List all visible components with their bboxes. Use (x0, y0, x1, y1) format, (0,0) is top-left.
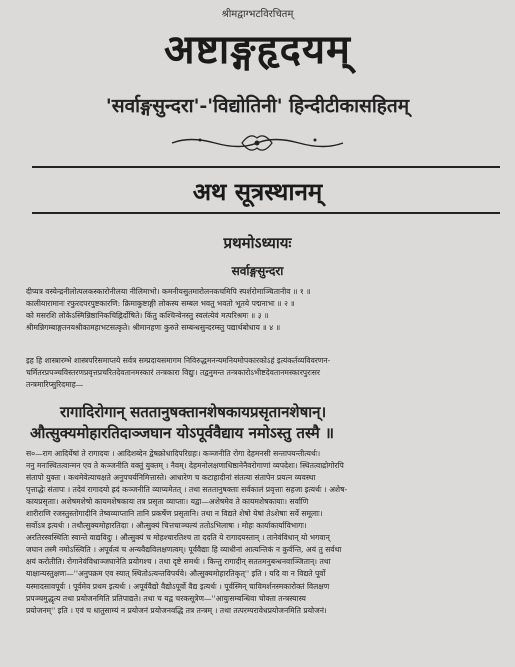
commentary-line: प्रयोजनम्'' इति । एवं च धातुसाम्यं न प्रयोजनं प्रयोजनवद्धि तत्र तन्त्रम् । तथा तत्परम्परावेधप्रयोजनमिति प्रयोजनं। (26, 605, 327, 615)
main-sloka (30, 402, 500, 444)
book-subtitle: 'सर्वाङ्गसुन्दरा'-'विद्योतिनी' हिन्दीटीकासहितम् (105, 95, 410, 117)
commentary-body (26, 448, 496, 617)
section-title: प्रथमोऽध्यायः (223, 234, 292, 252)
commentary-line: सर्वोऽत्र इत्यर्थः । तथौत्सुक्यमोहारतिदाः । औत्सुक्यं चित्तचाञ्चल्यं ततोऽभिलाषः । मोहः कार्याकार्याविभागः। (26, 521, 307, 531)
author-line: श्रीमद्वाग्भटविरचितम् (221, 9, 294, 20)
paragraph-line: तन्त्रमारिप्सुरिदमाह— (26, 380, 84, 390)
commentary-line: ननु मनःस्थितत्वान्मन एव ते कञ्जनीति वक्तुं युक्तम् । नैवम्। देहमनोलक्षणाधिष्ठानेनैवरोगाणां व्यपदेशः। स्थितत्वाद्रोगोरपि (26, 461, 344, 471)
paragraph-line: इह हि शास्त्रारम्भे शास्त्रपरिसमाप्तये सर्वत्र सम्प्रदायसमागम निविरुद्धमनन्यमनियमोपकारकोऽहं इत्यंकर्तव्यविवरणन- (26, 356, 331, 365)
ornament-divider-icon (170, 130, 345, 156)
commentary-line: क्षयं करोतीति। रोगानेवंविधाञ्जघानेति प्रयोगश्च । तथा दृष्टे समर्थः । किन्तु रागादीन् सततमनुबन्धनवाञ्जितान्। तथा (26, 557, 331, 567)
commentary-title: सर्वाङ्गसुन्दरा (231, 264, 284, 278)
commentary-line: जघान तस्मै नमोऽस्त्विति । अपूर्वत्वं च अन्यवैद्यविलक्षणत्वम्। पूर्ववैद्याः हि व्याधीनां आत्यन्तिकं न कुर्वन्ति, अयं तु सर्वथा (26, 545, 342, 555)
intro-paragraph (26, 355, 492, 392)
verse-line: कालीयारामानः रफुरदपरपुष्टकारणि: क्रिमाकुष्टाङ्गी लोकस्य सम्बल भवतु भवतो भूतये पद्मनाभः ॥ २ ॥ (26, 299, 295, 309)
chapter-heading: अथ सूत्रस्थानम् (192, 177, 323, 206)
bottom-rule (32, 212, 500, 214)
commentary-line: कायप्रसृताः। अशेषमशेषो कायमशेषकायः तत्र प्रसृता व्याप्ताः। यद्वा—अशेषमेव ते कायमशेषकायाः। सर्वाणि (26, 497, 309, 507)
commentary-line: अरतिरस्वस्थितिः स्वान्ते वाद्यविदुः । औत्सुक्यं च मोहश्चारतिश्च ता ददति ये रागादयस्तान् । तानेवंविधान् यो भगवान् (26, 533, 330, 543)
commentary-line: प्रपञ्चमुद्धृत्य तथा प्रयोजनमिति प्रतिपाद्यते। तथा च यद्व चरकसूत्रेण—''आयुःसम्बन्धिवा चोक्ता तन्त्रस्यास्य (26, 593, 306, 603)
invocation-verses (26, 286, 496, 334)
top-rule (32, 166, 500, 168)
commentary-line: यस्मादसावपूर्वः । पूर्वमेव प्रथम इत्यर्थः । अपूर्ववैद्यो वैद्योऽपूर्वो वैद्य इत्यर्थः । पूर्वस्मिन् चाविमर्शनस्मकारोक्तं विलक्षण (26, 581, 330, 591)
commentary-line: पृत्ताद्धेः संतापः । तदेवं रागादयो ह्रदं कञ्जनीति व्याप्यमेतत् । तथा सततानुषक्ताः सर्वकालं प्रवृत्ताः सहजा इत्यर्थः । अशेष- (26, 485, 348, 495)
verse-line: श्रीमन्निगम्बाङ्गतनयश्रीकामहाभटसत्कृते। श्रीमानहणः कुरुते सम्बन्धसुन्दरम्स्तु पद्यार्थबोधाय ॥ ४ ॥ (26, 323, 281, 333)
sloka-line: औत्सुक्यमोहारतिदाञ्जघान योऽपूर्ववैद्याय नमोऽस्तु तस्मै ॥ (30, 424, 334, 442)
paragraph-line: चर्मितरप्रपञ्चविस्तरणप्रवृत्तप्रचरितदेवतानमस्कारं तन्त्रकारा विद्युः। तद्वनुमन्त तन्त्रकारोऽभीष्टदेवतानमस्कारपुरःसर (26, 368, 320, 378)
sloka-line: रागादिरोगान् सततानुषक्तानशेषकायप्रसृतानशेषान्। (60, 403, 327, 421)
verse-line: दीप्यत्र वस्येन्द्रनीलोत्पलकस्कारोनीलया नीलिमाभो। कमनीयसुतमारोलनकचमिपि स्पर्शरोमाञ्चितानीव ॥ १ ॥ (26, 287, 311, 296)
commentary-line: संतापो युक्तः । कथमेवेत्याचक्षते अनुपचर्यनिमित्तास्ते। आधारेण च कटाहादीनां संतत्या संतापेन प्रयत्न व्यवस्था (26, 473, 316, 483)
commentary-line: याक्षान्यस्तुक्षणः—''अनुपक्रम एव स्यात् स्थितोऽत्यन्तविपर्यये। औत्सुक्यमोहारतिकृत्'' इति । यदि वा न विद्यते पूर्वो (26, 569, 326, 579)
commentary-line: स०—राग आदिर्येषां ते रागादयः । आदिशब्देन द्वेषक्रोधादिपरिग्रहः। कञ्जनीति रोगा देहमनसी सन्तापयन्तीत्यर्थः। (26, 449, 321, 458)
verse-line: को मसरशि लोकेऽस्मिन्निष्ठानिकचिह्निर्दोषिते। किंतु कश्चिन्वेनस्तु स्वलंत्येवं मत्परिश्रमः ॥ ३ ॥ (26, 311, 269, 321)
book-title: अष्टाङ्गहृदयम् (164, 26, 351, 73)
commentary-line: शारीराणि रजस्तुस्तोगादीनि तेष्वव्याप्तानि तानि प्रकर्षेण प्रसृतानि। तथा न विद्यते शेषो येषां तेऽशेषाः सर्वे समूलाः। (26, 509, 323, 519)
